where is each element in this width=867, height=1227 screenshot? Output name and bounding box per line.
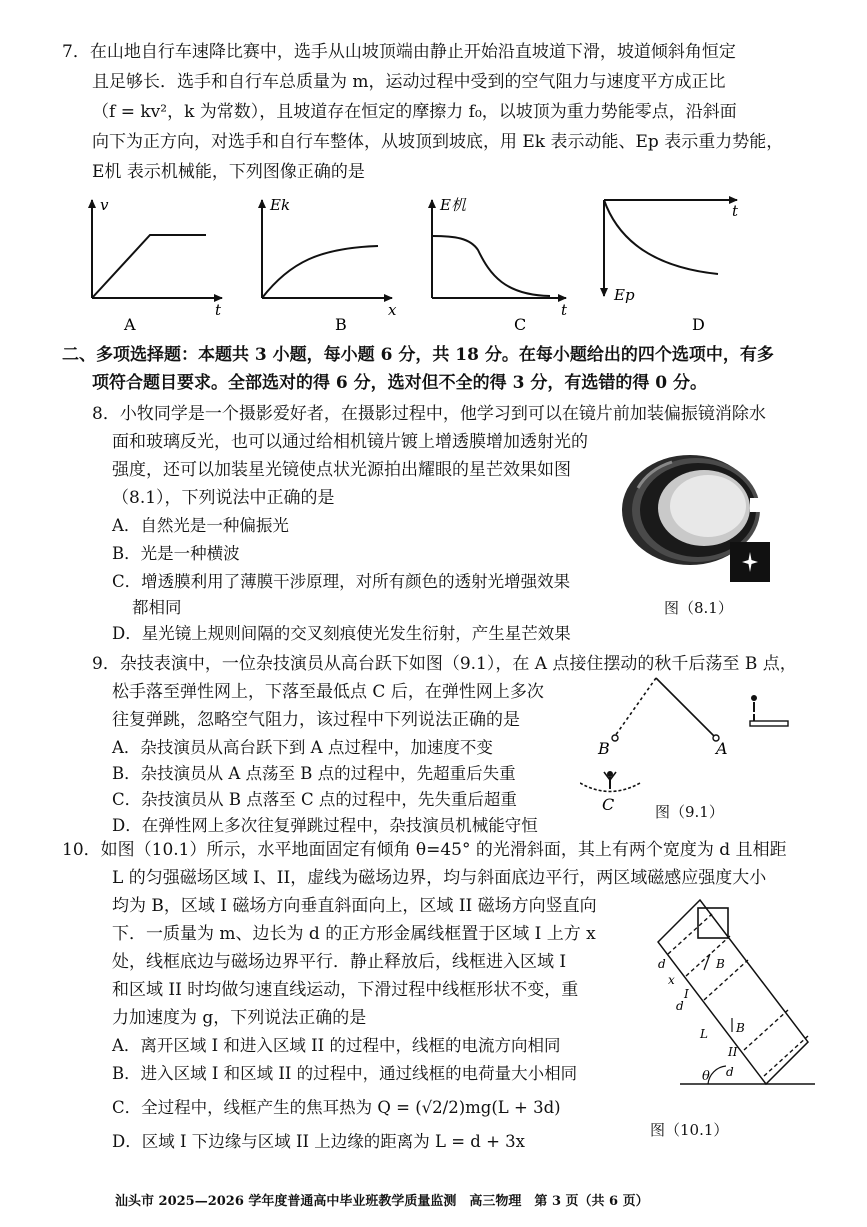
q10-line-4: 下．一质量为 m、边长为 d 的正方形金属线框置于区域 I 上方 x: [112, 924, 596, 944]
q8-line-4: （8.1），下列说法中正确的是: [112, 488, 335, 508]
star-effect-inset: [730, 542, 770, 582]
q7-line-2: 且足够长．选手和自行车总质量为 m，运动过程中受到的空气阻力与速度平方成正比: [92, 72, 726, 92]
q8-line-1: 8．小牧同学是一个摄影爱好者，在摄影过程中，他学习到可以在镜片前加装偏振镜消除水: [92, 404, 766, 424]
graph-c-ylabel: E机: [440, 196, 466, 214]
figure-10-1: [640, 880, 820, 1115]
graph-b-ylabel: Ek: [270, 196, 291, 214]
q10-line-3: 均为 B，区域 I 磁场方向垂直斜面向上，区域 II 磁场方向竖直向: [112, 896, 597, 916]
figure-9-1-caption: 图（9.1）: [655, 803, 724, 821]
label-theta: θ: [702, 1069, 710, 1084]
q9-option-c: C．杂技演员从 B 点落至 C 点的过程中，先失重后超重: [112, 790, 517, 809]
q8-option-c: C．增透膜利用了薄膜干涉原理，对所有颜色的透射光增强效果: [112, 572, 571, 591]
q10-option-b: B．进入区域 I 和区域 II 的过程中，通过线框的电荷量大小相同: [112, 1064, 578, 1083]
q10-option-c: C．全过程中，线框产生的焦耳热为 Q = (√2/2)mg(L + 3d): [112, 1098, 561, 1117]
graph-a-curve: [92, 235, 206, 298]
label-l: L: [700, 1027, 708, 1041]
q8-line-2: 面和玻璃反光，也可以通过给相机镜片镀上增透膜增加透射光的: [112, 432, 588, 452]
q9-line-1: 9．杂技表演中，一位杂技演员从高台跃下如图（9.1），在 A 点接住摆动的秋千后荡至 B 点，: [92, 654, 797, 674]
q10-line-5: 处，线框底边与磁场边界平行．静止释放后，线框进入区域 I: [112, 952, 567, 972]
q8-option-b: B．光是一种横波: [112, 544, 240, 563]
graph-b-option: B: [335, 315, 347, 334]
label-x: x: [668, 973, 675, 987]
q9-line-2: 松手落至弹性网上，下落至最低点 C 后，在弹性网上多次: [112, 682, 544, 702]
q7-line-5: E机 表示机械能，下列图像正确的是: [92, 162, 365, 182]
high-platform: [750, 721, 788, 726]
label-d-2: d: [676, 999, 684, 1013]
q8-option-c-cont: 都相同: [132, 598, 182, 617]
q10-line-2: L 的匀强磁场区域 I、II，虚线为磁场边界，均与斜面底边平行，两区域磁感应强度大小: [112, 868, 767, 888]
section2-line-1: 二、多项选择题：本题共 3 小题，每小题 6 分，共 18 分。在每小题给出的四个选项中，有多: [62, 345, 774, 365]
graph-c: [432, 196, 568, 334]
q9-line-3: 往复弹跳，忽略空气阻力，该过程中下列说法正确的是: [112, 710, 520, 730]
label-b-1: B: [716, 957, 725, 971]
q8-option-d: D．星光镜上规则间隔的交叉刻痕使光发生衍射，产生星芒效果: [112, 624, 571, 643]
section2-line-2: 项符合题目要求。全部选对的得 6 分，选对但不全的得 3 分，有选错的得 0 分。: [92, 373, 707, 393]
q8-line-3: 强度，还可以加装星光镜使点状光源拍出耀眼的星芒效果如图: [112, 460, 571, 480]
q10-line-1: 10．如图（10.1）所示，水平地面固定有倾角 θ=45° 的光滑斜面，其上有两个宽度为 d 且相距: [62, 840, 787, 860]
figure-9-1: [580, 668, 810, 820]
figure-8-1-caption: 图（8.1）: [664, 599, 733, 617]
graph-c-xlabel: t: [561, 301, 568, 319]
graph-d-option: D: [692, 315, 705, 334]
label-d-1: d: [658, 957, 666, 971]
q10-line-6: 和区域 II 时均做匀速直线运动，下滑过程中线框形状不变，重: [112, 980, 579, 1000]
graph-b: [262, 196, 397, 334]
label-c: C: [602, 795, 615, 814]
graph-d-ylabel: Ep: [614, 286, 635, 304]
label-d-3: d: [726, 1065, 734, 1079]
graph-a-ylabel: v: [100, 196, 109, 214]
q7-line-1: 7．在山地自行车速降比赛中，选手从山坡顶端由静止开始沿直坡道下滑，坡道倾斜角恒定: [62, 42, 736, 62]
q8-option-a: A．自然光是一种偏振光: [112, 516, 289, 535]
graph-a-option: A: [124, 315, 136, 334]
graph-c-option: C: [514, 315, 527, 334]
acrobat-figure: [604, 771, 616, 789]
graph-d-curve: [604, 200, 718, 274]
q9-option-b: B．杂技演员从 A 点荡至 B 点的过程中，先超重后失重: [112, 764, 516, 783]
label-region-1: I: [684, 987, 689, 1001]
q7-line-4: 向下为正方向，对选手和自行车整体，从坡顶到坡底，用 Ek 表示动能、Ep 表示重力势能，: [92, 132, 784, 152]
q10-option-a: A．离开区域 I 和进入区域 II 的过程中，线框的电流方向相同: [112, 1036, 561, 1055]
figure-10-1-caption: 图（10.1）: [650, 1121, 729, 1139]
graph-a-xlabel: t: [215, 301, 222, 319]
graph-b-xlabel: x: [388, 301, 397, 319]
q10-line-7: 力加速度为 g，下列说法正确的是: [112, 1008, 367, 1028]
graph-c-curve: [432, 236, 550, 296]
graph-b-curve: [262, 246, 378, 298]
page-footer: 汕头市 2025—2026 学年度普通高中毕业班教学质量监测 高三物理 第 3 页（共 6 页）: [115, 1194, 649, 1209]
point-b: [612, 735, 618, 741]
graph-d-xlabel: t: [732, 202, 739, 220]
q10-option-d: D．区域 I 下边缘与区域 II 上边缘的距离为 L = d + 3x: [112, 1132, 525, 1151]
label-b: B: [598, 739, 610, 758]
label-b-2: B: [736, 1021, 745, 1035]
label-region-2: II: [728, 1045, 738, 1059]
q7-graphs: [0, 190, 867, 340]
label-a: A: [716, 739, 728, 758]
figure-8-1: [612, 448, 812, 598]
graph-d: [604, 200, 739, 334]
graph-a: [92, 196, 222, 334]
q7-line-3: （f = kv²，k 为常数），且坡道存在恒定的摩擦力 f₀，以坡顶为重力势能零点，沿斜面: [92, 102, 737, 122]
q9-option-d: D．在弹性网上多次往复弹跳过程中，杂技演员机械能守恒: [112, 816, 538, 835]
q9-option-a: A．杂技演员从高台跃下到 A 点过程中，加速度不变: [112, 738, 493, 757]
